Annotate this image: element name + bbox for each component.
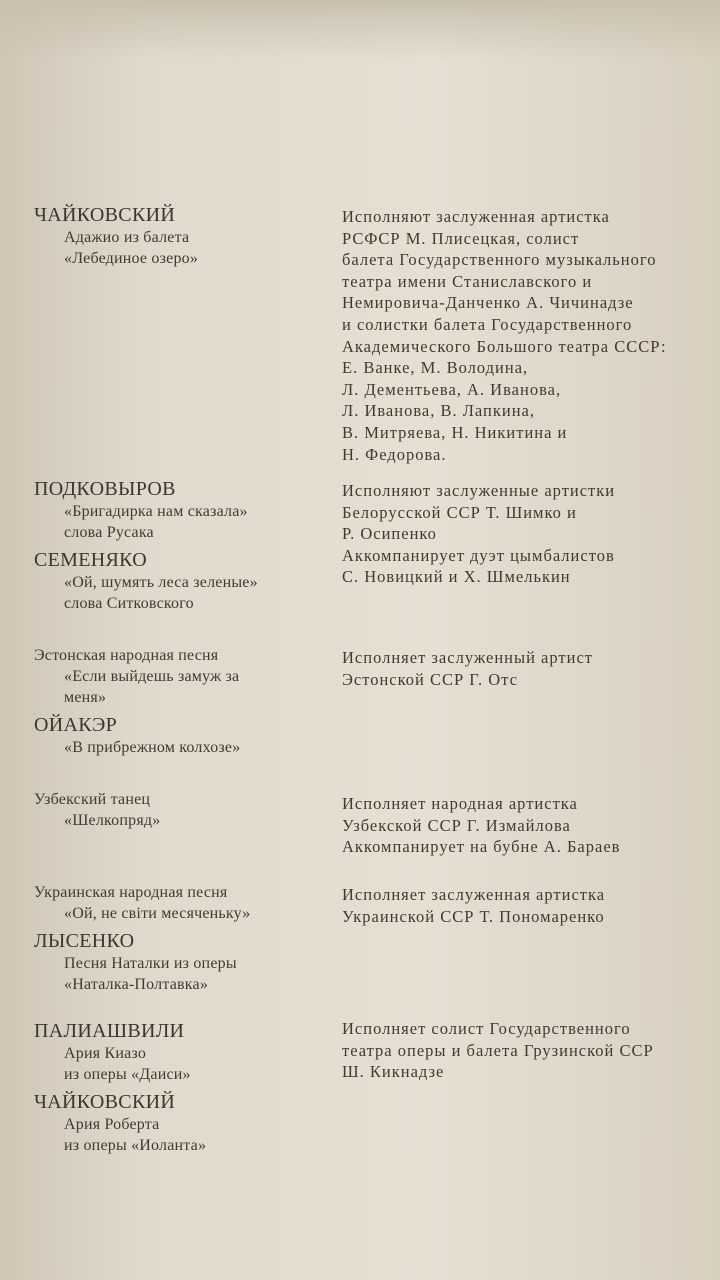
- performer-line: Украинской ССР Т. Пономаренко: [342, 906, 605, 926]
- performer-line: и солистки балета Государственного: [342, 314, 633, 334]
- composer-name: ЛЫСЕНКО: [34, 930, 135, 952]
- work-title: слова Ситковского: [64, 595, 194, 612]
- work-title: Песня Наталки из оперы: [64, 955, 237, 972]
- work-title: слова Русака: [64, 524, 154, 541]
- work-title: «Лебединое озеро»: [64, 250, 199, 267]
- work-title: Эстонская народная песня: [34, 647, 219, 664]
- work-title: «Наталка-Полтавка»: [64, 976, 209, 993]
- performer-column: [342, 1018, 712, 1083]
- piece-column: [34, 789, 334, 831]
- performer-column: [342, 647, 712, 690]
- performer-line: С. Новицкий и Х. Шмелькин: [342, 567, 571, 587]
- piece-column: [34, 645, 334, 758]
- performer-line: Исполняют заслуженная артистка: [342, 207, 610, 226]
- performer-line: РСФСР М. Плисецкая, солист: [342, 228, 580, 248]
- work-title: из оперы «Иоланта»: [64, 1137, 207, 1154]
- performer-line: Е. Ванке, М. Володина,: [342, 358, 529, 378]
- performer-line: Исполняет народная артистка: [342, 794, 578, 813]
- composer-name: ЧАЙКОВСКИЙ: [34, 204, 176, 226]
- performer-line: балета Государственного музыкального: [342, 250, 657, 270]
- work-title: Ария Роберта: [64, 1116, 160, 1133]
- work-title: из оперы «Даиси»: [64, 1066, 191, 1083]
- performer-line: Аккомпанирует дуэт цымбалистов: [342, 545, 615, 565]
- performer-line: Академического Большого театра СССР:: [342, 336, 667, 356]
- performer-line: Р. Осипенко: [342, 524, 437, 544]
- performer-line: театра имени Станиславского и: [342, 271, 593, 291]
- performer-line: Узбекской ССР Г. Измайлова: [342, 815, 571, 835]
- performer-line: театра оперы и балета Грузинской ССР: [342, 1040, 654, 1060]
- performer-column: [342, 480, 712, 588]
- performer-line: Эстонской ССР Г. Отс: [342, 669, 518, 689]
- composer-name: ОЙАКЭР: [34, 714, 118, 736]
- work-title: Ария Киазо: [64, 1045, 147, 1062]
- work-title: «Бригадирка нам сказала»: [64, 503, 248, 520]
- composer-name: ПОДКОВЫРОВ: [34, 478, 176, 500]
- work-title: «Если выйдешь замуж за: [64, 668, 240, 685]
- piece-column: [34, 204, 334, 269]
- performer-line: Исполняет заслуженная артистка: [342, 885, 606, 904]
- performer-line: Аккомпанирует на бубне А. Бараев: [342, 837, 621, 857]
- composer-name: ЧАЙКОВСКИЙ: [34, 1091, 176, 1113]
- performer-line: Л. Дементьева, А. Иванова,: [342, 379, 562, 399]
- performer-line: Ш. Кикнадзе: [342, 1062, 445, 1082]
- work-title: Узбекский танец: [34, 791, 151, 808]
- composer-name: СЕМЕНЯКО: [34, 549, 148, 571]
- work-title: Адажио из балета: [64, 229, 190, 246]
- performer-column: [342, 884, 712, 927]
- composer-name: ПАЛИАШВИЛИ: [34, 1020, 185, 1042]
- performer-line: В. Митряева, Н. Никитина и: [342, 422, 568, 442]
- work-title: «В прибрежном колхозе»: [64, 739, 241, 756]
- piece-column: [34, 478, 334, 614]
- work-title: меня»: [64, 689, 107, 706]
- piece-column: [34, 1020, 334, 1156]
- performer-column: [342, 793, 712, 858]
- performer-line: Н. Федорова.: [342, 444, 447, 464]
- performer-line: Л. Иванова, В. Лапкина,: [342, 401, 535, 421]
- performer-line: Исполняет солист Государственного: [342, 1019, 631, 1038]
- piece-column: [34, 882, 334, 995]
- performer-line: Немировича-Данченко А. Чичинадзе: [342, 293, 634, 313]
- work-title: «Шелкопряд»: [64, 812, 161, 829]
- performer-line: Белорусской ССР Т. Шимко и: [342, 502, 577, 522]
- performer-line: Исполняют заслуженные артистки: [342, 481, 616, 500]
- performer-column: [342, 206, 712, 465]
- work-title: «Ой, не світи месяченьку»: [64, 905, 251, 922]
- work-title: «Ой, шумять леса зеленые»: [64, 574, 258, 591]
- work-title: Украинская народная песня: [34, 884, 228, 901]
- performer-line: Исполняет заслуженный артист: [342, 648, 593, 667]
